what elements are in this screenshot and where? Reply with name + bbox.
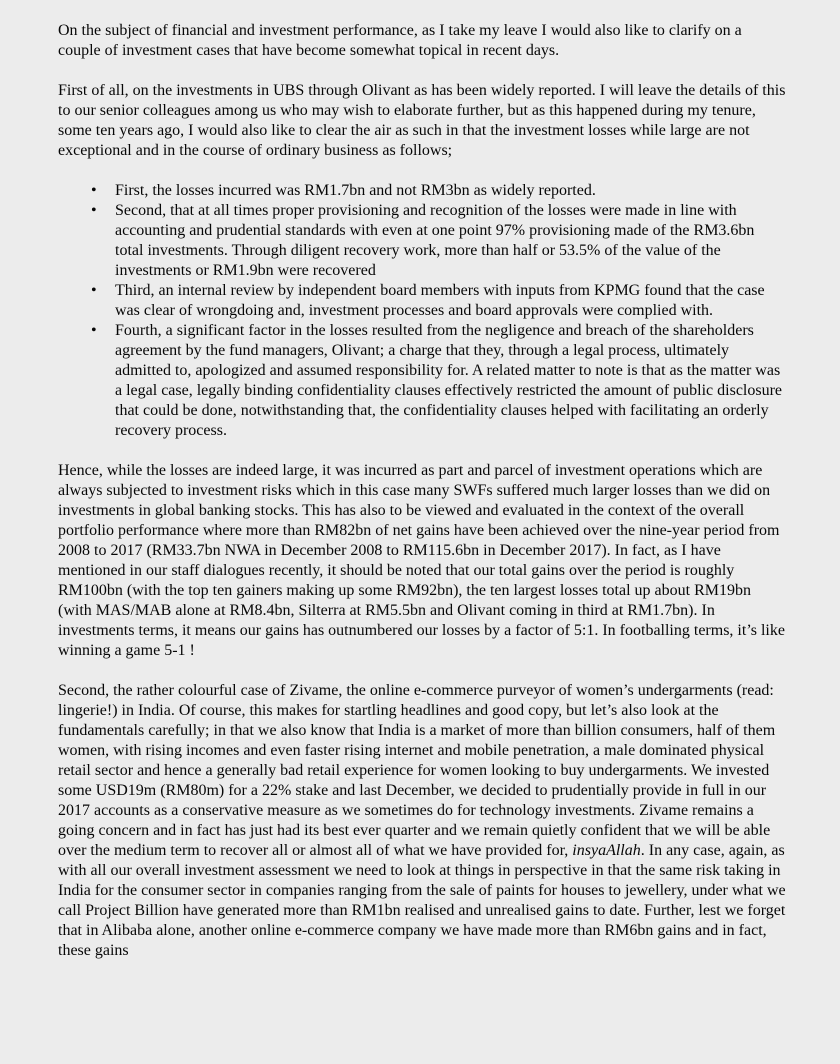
bullet-text: Third, an internal review by independent board members with inputs from KPMG found that the case was clear of wrongdoing and, investment processes and board approvals were complied with. xyxy=(115,282,765,319)
bullet-list xyxy=(58,181,786,441)
paragraph-portfolio-performance: Hence, while the losses are indeed large, it was incurred as part and parcel of investment operations which are always subjected to investment risks which in this case many SWFs suffered much larger losses than we did on investments in global banking stocks. This has also to be viewed and evaluated in the context of the overall portfolio performance where more than RM82bn of net gains have been achieved over the nine-year period from 2008 to 2017 (RM33.7bn NWA in December 2008 to RM115.6bn in December 2017). In fact, as I have mentioned in our staff dialogues recently, it should be noted that our total gains over the period is roughly RM100bn (with the top ten gainers making up some RM92bn), the ten largest losses total up about RM19bn (with MAS/MAB alone at RM8.4bn, Silterra at RM5.5bn and Olivant coming in third at RM1.7bn). In investments terms, it means our gains has outnumbered our losses by a factor of 5:1. In footballing terms, it’s like winning a game 5-1 ! xyxy=(58,462,785,659)
bullet-text: Fourth, a significant factor in the losses resulted from the negligence and breach of the shareholders agreement by the fund managers, Olivant; a charge that they, through a legal process, ultimately admitted to, apologized and assumed responsibility for. A related matter to note is that as the matter was a legal case, legally binding confidentiality clauses effectively restricted the amount of public disclosure that could be done, notwithstanding that, the confidentiality clauses helped with facilitating an orderly recovery process. xyxy=(115,322,783,439)
bullet-item-third xyxy=(91,281,786,321)
paragraph-intro: On the subject of financial and investment performance, as I take my leave I would also like to clarify on a couple of investment cases that have become somewhat topical in recent days. xyxy=(58,22,742,59)
paragraph-zivame-italic-word: insyaAllah xyxy=(572,842,641,859)
bullet-text: First, the losses incurred was RM1.7bn and not RM3bn as widely reported. xyxy=(115,182,596,199)
bullet-icon: • xyxy=(91,282,97,299)
paragraph-zivame-text-end: . In any case, again, as with all our overall investment assessment we need to look at things in perspective in that the same risk taking in India for the consumer sector in companies ranging from the sale of paints for houses to jewellery, under what we call Project Billion have generated more than RM1bn realised and unrealised gains to date. Further, lest we forget that in Alibaba alone, another online e-commerce company we have made more than RM6bn gains and in fact, these gains xyxy=(58,842,786,959)
paragraph-zivame-text-start: Second, the rather colourful case of Zivame, the online e-commerce purveyor of women’s undergarments (read: lingerie!) in India. Of course, this makes for startling headlines and good copy, but let’s also look at the fundamentals carefully; in that we also know that India is a market of more than billion consumers, half of them women, with rising incomes and even faster rising internet and mobile penetration, a male dominated physical retail sector and hence a generally bad retail experience for women looking to buy undergarments. We invested some USD19m (RM80m) for a 22% stake and last December, we decided to prudentially provide in full in our 2017 accounts as a conservative measure as we sometimes do for technology investments. Zivame remains a going concern and in fact has just had its best ever quarter and we remain quietly confident that we will be able over the medium term to recover all or almost all of what we have provided for, xyxy=(58,682,776,859)
paragraph-ubs-olivant: First of all, on the investments in UBS through Olivant as has been widely reported. I will leave the details of this to our senior colleagues among us who may wish to elaborate further, but as this happened during my tenure, some ten years ago, I would also like to clear the air as such in that the investment losses while large are not exceptional and in the course of ordinary business as follows; xyxy=(58,82,786,159)
bullet-icon: • xyxy=(91,182,97,199)
bullet-icon: • xyxy=(91,322,97,339)
bullet-icon: • xyxy=(91,202,97,219)
paragraph-zivame xyxy=(58,681,786,961)
bullet-text: Second, that at all times proper provisioning and recognition of the losses were made in line with accounting and prudential standards with even at one point 97% provisioning made of the RM3.6bn total investments. Through diligent recovery work, more than half or 53.5% of the value of the investments or RM1.9bn were recovered xyxy=(115,202,755,279)
bullet-item-first xyxy=(91,181,786,201)
bullet-item-second xyxy=(91,201,786,281)
bullet-item-fourth xyxy=(91,321,786,441)
